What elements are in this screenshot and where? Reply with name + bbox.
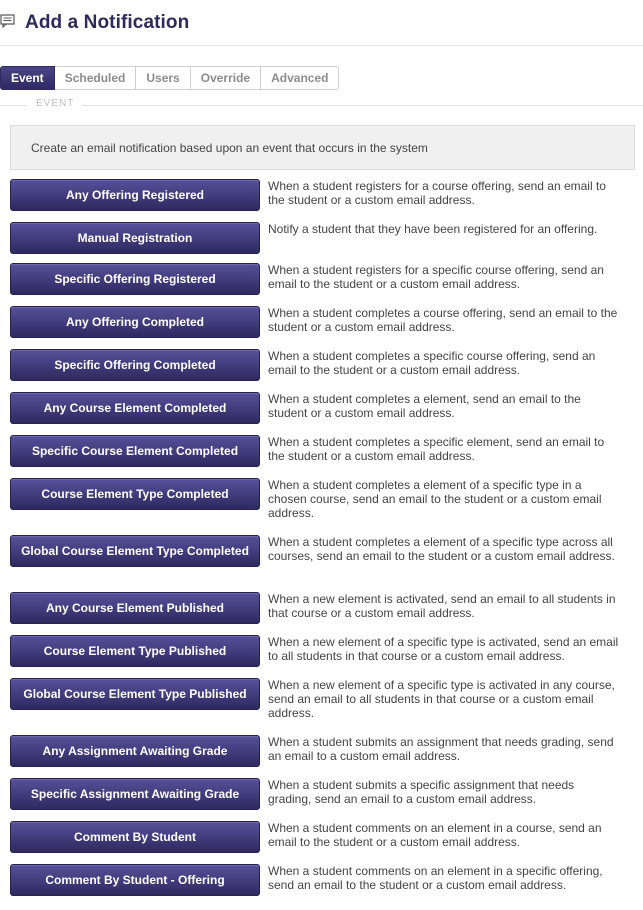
comment-by-student-offering-button[interactable]: Comment By Student - Offering bbox=[10, 864, 260, 896]
event-description: When a new element is activated, send an email to all students in that course or a custom email address. bbox=[268, 592, 616, 620]
event-description: When a student registers for a specific course offering, send an email to the student or a custom email address. bbox=[268, 263, 604, 291]
event-description: When a student completes a specific course offering, send an email to the student or a custom email address. bbox=[268, 349, 596, 377]
event-description: When a student registers for a course offering, send an email to the student or a custom email address. bbox=[268, 179, 606, 207]
intro-box bbox=[10, 125, 635, 170]
comment-icon bbox=[0, 14, 16, 28]
event-description: When a student completes a element, send an email to the student or a custom email address. bbox=[268, 392, 581, 420]
intro-text: Create an email notification based upon an event that occurs in the system bbox=[31, 141, 428, 155]
section-label: EVENT bbox=[28, 98, 82, 109]
course-element-type-completed-button[interactable]: Course Element Type Completed bbox=[10, 478, 260, 510]
page-title: Add a Notification bbox=[25, 12, 190, 33]
specific-assignment-awaiting-grade-button[interactable]: Specific Assignment Awaiting Grade bbox=[10, 778, 260, 810]
tab-event[interactable]: Event bbox=[0, 66, 55, 90]
global-course-element-type-completed-button[interactable]: Global Course Element Type Completed bbox=[10, 535, 260, 567]
event-description: When a new element of a specific type is activated, send an email to all students in that course or a custom email address. bbox=[268, 635, 619, 663]
section-divider bbox=[0, 105, 643, 106]
any-course-element-completed-button[interactable]: Any Course Element Completed bbox=[10, 392, 260, 424]
tab-scheduled[interactable]: Scheduled bbox=[55, 66, 137, 90]
event-description: When a new element of a specific type is activated in any course, send an email to all students in that course or a custom email address. bbox=[268, 678, 615, 720]
any-assignment-awaiting-grade-button[interactable]: Any Assignment Awaiting Grade bbox=[10, 735, 260, 767]
specific-offering-registered-button[interactable]: Specific Offering Registered bbox=[10, 263, 260, 295]
comment-by-student-button[interactable]: Comment By Student bbox=[10, 821, 260, 853]
event-description: When a student comments on an element in a course, send an email to the student or a custom email address. bbox=[268, 821, 602, 849]
any-offering-registered-button[interactable]: Any Offering Registered bbox=[10, 179, 260, 211]
event-description: When a student comments on an element in a specific offering, send an email to the student or a custom email address. bbox=[268, 864, 603, 892]
specific-course-element-completed-button[interactable]: Specific Course Element Completed bbox=[10, 435, 260, 467]
global-course-element-type-published-button[interactable]: Global Course Element Type Published bbox=[10, 678, 260, 710]
event-description: When a student completes a element of a specific type across all courses, send an email to the student or a custom email address. bbox=[268, 535, 615, 563]
tab-override[interactable]: Override bbox=[191, 66, 261, 90]
course-element-type-published-button[interactable]: Course Element Type Published bbox=[10, 635, 260, 667]
tab-bar bbox=[0, 66, 339, 90]
event-description: When a student completes a course offering, send an email to the student or a custom email address. bbox=[268, 306, 618, 334]
tab-users[interactable]: Users bbox=[136, 66, 190, 90]
manual-registration-button[interactable]: Manual Registration bbox=[10, 222, 260, 254]
event-description: When a student submits a specific assignment that needs grading, send an email to a custom email address. bbox=[268, 778, 575, 806]
specific-offering-completed-button[interactable]: Specific Offering Completed bbox=[10, 349, 260, 381]
event-description: Notify a student that they have been registered for an offering. bbox=[268, 222, 598, 236]
any-course-element-published-button[interactable]: Any Course Element Published bbox=[10, 592, 260, 624]
any-offering-completed-button[interactable]: Any Offering Completed bbox=[10, 306, 260, 338]
tab-advanced[interactable]: Advanced bbox=[261, 66, 339, 90]
page-header bbox=[0, 0, 643, 46]
event-description: When a student completes a specific element, send an email to the student or a custom email address. bbox=[268, 435, 605, 463]
event-description: When a student completes a element of a specific type in a chosen course, send an email to the student or a custom email address. bbox=[268, 478, 602, 520]
event-description: When a student submits an assignment that needs grading, send an email to a custom email address. bbox=[268, 735, 614, 763]
